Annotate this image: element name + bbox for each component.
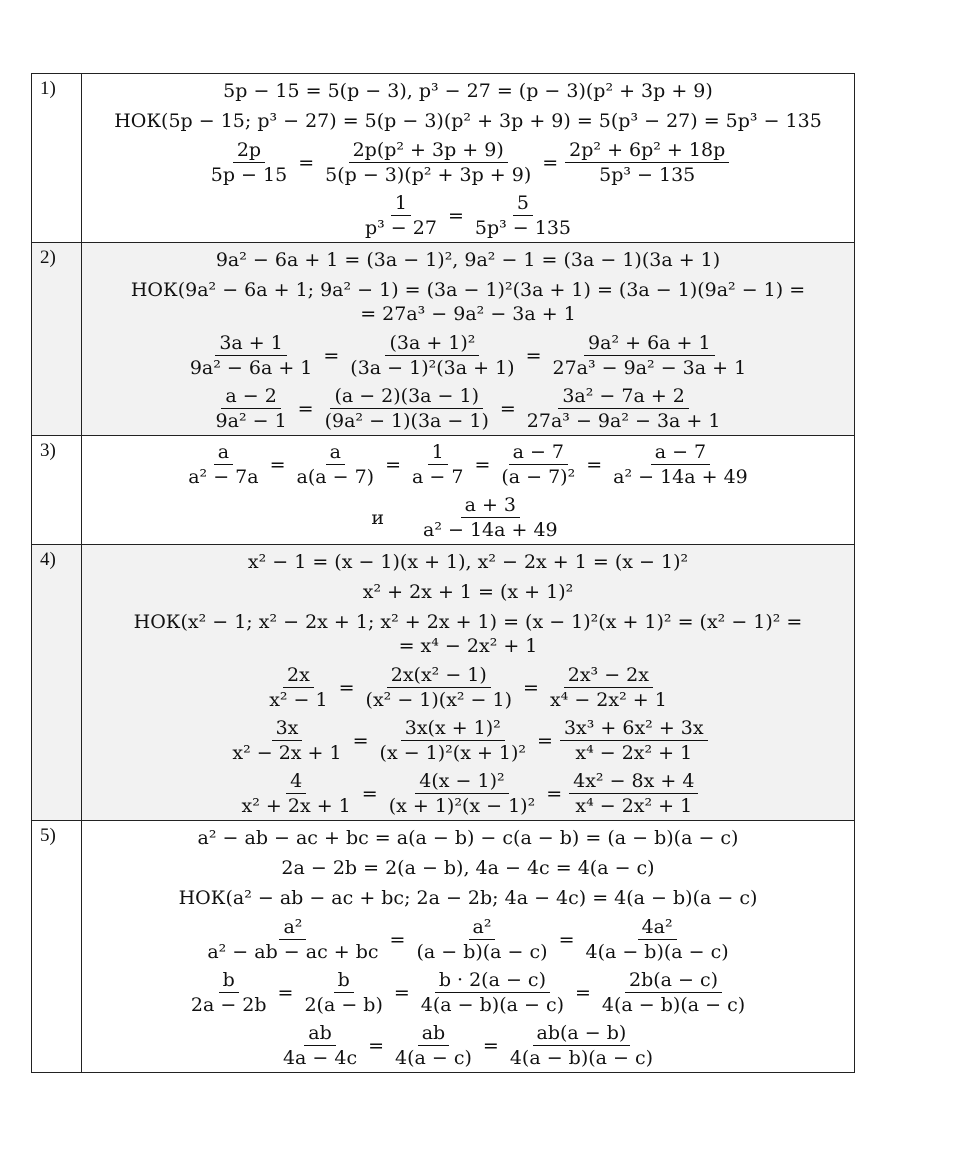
formula-line: 2a − 2b = 2(a − b), 4a − 4c = 4(a − c) <box>281 857 655 879</box>
numerator: a <box>326 440 345 465</box>
numerator: 3x³ + 6x² + 3x <box>560 716 708 741</box>
denominator: 9a² − 1 <box>215 410 287 432</box>
denominator: (a − b)(a − c) <box>416 941 548 963</box>
equals-sign: = <box>537 729 553 752</box>
equals-sign: = <box>277 981 294 1004</box>
fraction <box>417 968 568 1017</box>
fraction <box>300 968 386 1017</box>
solution-lines <box>82 821 854 1072</box>
solution-lines <box>82 243 854 435</box>
numerator: ab <box>304 1021 336 1046</box>
solutions-table <box>31 73 855 1073</box>
numerator: 4 <box>286 769 306 794</box>
fraction <box>565 138 729 187</box>
denominator: a² − 7a <box>188 466 259 488</box>
fraction <box>569 769 698 818</box>
denominator: 5(p − 3)(p² + 3p + 9) <box>325 164 532 186</box>
denominator: x⁴ − 2x² + 1 <box>549 689 667 711</box>
fraction <box>238 769 355 818</box>
fraction <box>523 384 725 433</box>
formula-line: НОК(9a² − 6a + 1; 9a² − 1) = (3a − 1)²(3a + 1) = (3a − 1)(9a² − 1) = <box>130 279 806 301</box>
fraction <box>203 915 382 964</box>
denominator: a² − ab − ac + bc <box>207 941 379 963</box>
fraction-equation <box>262 663 674 712</box>
fraction-equation <box>276 1021 660 1070</box>
fraction <box>376 716 531 765</box>
numerator: 2p² + 6p² + 18p <box>565 138 729 163</box>
numerator: b <box>219 968 239 993</box>
equals-sign: = <box>575 981 591 1004</box>
fraction <box>546 663 671 712</box>
fraction <box>207 138 291 187</box>
fraction <box>362 663 517 712</box>
equals-sign: = <box>447 204 464 227</box>
fraction <box>598 968 749 1017</box>
denominator: 9a² − 6a + 1 <box>189 357 313 379</box>
fraction-equation <box>181 440 755 489</box>
fraction <box>186 331 317 380</box>
fraction <box>184 440 262 489</box>
denominator: 5p³ − 135 <box>474 217 572 239</box>
fraction <box>346 331 518 380</box>
solution-lines <box>82 545 854 820</box>
fraction <box>609 440 752 489</box>
numerator: 2p(p² + 3p + 9) <box>349 138 508 163</box>
numerator: a² <box>279 915 306 940</box>
denominator: (3a − 1)²(3a + 1) <box>350 357 515 379</box>
fraction <box>560 716 708 765</box>
formula-line: x² − 1 = (x − 1)(x + 1), x² − 2x + 1 = (x − 1)² <box>247 551 689 573</box>
fraction <box>279 1021 361 1070</box>
fraction-equation <box>184 968 752 1017</box>
numerator: 2x <box>283 663 314 688</box>
fraction <box>412 915 551 964</box>
numerator: a + 3 <box>461 493 520 518</box>
equals-sign: = <box>323 344 340 367</box>
numerator: 4(x − 1)² <box>415 769 508 794</box>
row-number: 3) <box>32 436 82 545</box>
equals-sign: = <box>546 782 563 805</box>
equals-sign: = <box>558 928 575 951</box>
numerator: 3a² − 7a + 2 <box>558 384 689 409</box>
denominator: x² − 2x + 1 <box>232 742 342 764</box>
formula-line: x² + 2x + 1 = (x + 1)² <box>362 581 574 603</box>
denominator: 5p³ − 135 <box>599 164 696 186</box>
fraction <box>581 915 732 964</box>
fraction <box>419 493 562 542</box>
numerator: 5 <box>513 191 533 216</box>
equals-sign: = <box>499 397 516 420</box>
numerator: (3a + 1)² <box>385 331 479 356</box>
numerator: 4a² <box>638 915 677 940</box>
equals-sign: = <box>269 453 286 476</box>
denominator: x² + 2x + 1 <box>241 795 351 817</box>
fraction-equation <box>235 769 702 818</box>
formula-line: a² − ab − ac + bc = a(a − b) − c(a − b) = (a − b)(a − c) <box>197 827 739 849</box>
fraction-equation <box>358 191 578 240</box>
fraction <box>265 663 331 712</box>
denominator: 4(a − b)(a − c) <box>509 1047 654 1069</box>
conjunction-label: и <box>371 506 385 529</box>
equals-sign: = <box>297 397 314 420</box>
denominator: a² − 14a + 49 <box>613 466 748 488</box>
formula-line: = x⁴ − 2x² + 1 <box>398 635 538 657</box>
denominator: x⁴ − 2x² + 1 <box>575 795 693 817</box>
denominator: 27a³ − 9a² − 3a + 1 <box>552 357 747 379</box>
equals-sign: = <box>586 453 603 476</box>
fraction-equation <box>225 716 710 765</box>
row-number: 4) <box>32 545 82 821</box>
numerator: b <box>334 968 354 993</box>
solutions-table-body <box>32 74 855 1073</box>
fraction <box>293 440 379 489</box>
equals-sign: = <box>352 729 369 752</box>
fraction <box>506 1021 657 1070</box>
row-solution <box>82 821 855 1073</box>
fraction <box>321 138 535 187</box>
equals-sign: = <box>525 344 542 367</box>
denominator: (a − 7)² <box>501 466 576 488</box>
equals-sign: = <box>542 151 559 174</box>
denominator: 27a³ − 9a² − 3a + 1 <box>526 410 721 432</box>
equals-sign: = <box>474 453 491 476</box>
denominator: 4(a − b)(a − c) <box>585 941 729 963</box>
row-number: 1) <box>32 74 82 243</box>
equals-sign: = <box>393 981 410 1004</box>
solution-lines <box>82 74 854 242</box>
row-solution <box>82 74 855 243</box>
denominator: a² − 14a + 49 <box>423 519 558 541</box>
equals-sign: = <box>523 676 539 699</box>
numerator: 2p <box>233 138 265 163</box>
numerator: ab(a − b) <box>533 1021 631 1046</box>
numerator: 2b(a − c) <box>625 968 722 993</box>
equals-sign: = <box>338 676 355 699</box>
fraction <box>408 440 467 489</box>
numerator: a − 2 <box>221 384 280 409</box>
equals-sign: = <box>368 1034 385 1057</box>
fraction <box>385 769 540 818</box>
fraction-equation <box>371 493 564 542</box>
denominator: 4(a − c) <box>395 1047 472 1069</box>
fraction <box>321 384 493 433</box>
equals-sign: = <box>298 151 315 174</box>
fraction <box>471 191 575 240</box>
fraction <box>391 1021 476 1070</box>
equals-sign: = <box>385 453 402 476</box>
equals-sign: = <box>482 1034 499 1057</box>
formula-line: НОК(5p − 15; p³ − 27) = 5(p − 3)(p² + 3p + 9) = 5(p³ − 27) = 5p³ − 135 <box>114 110 822 132</box>
formula-line: 5p − 15 = 5(p − 3), p³ − 27 = (p − 3)(p² + 3p + 9) <box>223 80 713 102</box>
denominator: 5p − 15 <box>210 164 288 186</box>
denominator: (x² − 1)(x² − 1) <box>365 689 513 711</box>
denominator: p³ − 27 <box>364 217 437 239</box>
fraction <box>361 191 441 240</box>
numerator: 4x² − 8x + 4 <box>569 769 698 794</box>
numerator: ab <box>418 1021 450 1046</box>
denominator: 4(a − b)(a − c) <box>601 994 746 1016</box>
fraction-equation <box>204 138 732 187</box>
row-solution <box>82 436 855 545</box>
table-row <box>32 545 855 821</box>
numerator: 3a + 1 <box>215 331 287 356</box>
numerator: 1 <box>428 440 448 465</box>
numerator: 3x(x + 1)² <box>401 716 505 741</box>
formula-line: = 27a³ − 9a² − 3a + 1 <box>360 303 576 325</box>
numerator: 1 <box>391 191 411 216</box>
fraction <box>187 968 271 1017</box>
denominator: x⁴ − 2x² + 1 <box>575 742 693 764</box>
fraction-equation <box>209 384 728 433</box>
denominator: 4a − 4c <box>282 1047 358 1069</box>
numerator: a <box>214 440 233 465</box>
denominator: x² − 1 <box>269 689 328 711</box>
numerator: 2x³ − 2x <box>564 663 653 688</box>
row-number: 5) <box>32 821 82 1073</box>
formula-line: 9a² − 6a + 1 = (3a − 1)², 9a² − 1 = (3a − 1)(3a + 1) <box>215 249 721 271</box>
numerator: (a − 2)(3a − 1) <box>330 384 483 409</box>
denominator: (x + 1)²(x − 1)² <box>388 795 536 817</box>
numerator: a − 7 <box>509 440 568 465</box>
solution-lines <box>82 436 854 544</box>
formula-line: НОК(x² − 1; x² − 2x + 1; x² + 2x + 1) = (x − 1)²(x + 1)² = (x² − 1)² = <box>133 611 803 633</box>
denominator: a − 7 <box>412 466 464 488</box>
fraction-equation <box>200 915 735 964</box>
numerator: a − 7 <box>651 440 710 465</box>
numerator: a² <box>469 915 496 940</box>
row-solution <box>82 545 855 821</box>
row-solution <box>82 243 855 436</box>
fraction <box>497 440 579 489</box>
formula-line: НОК(a² − ab − ac + bc; 2a − 2b; 4a − 4c) = 4(a − b)(a − c) <box>178 887 758 909</box>
fraction <box>228 716 345 765</box>
row-number: 2) <box>32 243 82 436</box>
equals-sign: = <box>389 928 406 951</box>
equals-sign: = <box>361 782 378 805</box>
numerator: 2x(x² − 1) <box>387 663 491 688</box>
numerator: 3x <box>272 716 303 741</box>
fraction-equation <box>183 331 753 380</box>
table-row <box>32 821 855 1073</box>
denominator: (x − 1)²(x + 1)² <box>379 742 527 764</box>
fraction <box>549 331 751 380</box>
denominator: 2a − 2b <box>190 994 267 1016</box>
denominator: a(a − 7) <box>296 466 375 488</box>
table-row <box>32 436 855 545</box>
table-row <box>32 243 855 436</box>
denominator: 4(a − b)(a − c) <box>420 994 564 1016</box>
denominator: (9a² − 1)(3a − 1) <box>324 410 489 432</box>
fraction <box>212 384 291 433</box>
numerator: 9a² + 6a + 1 <box>584 331 715 356</box>
denominator: 2(a − b) <box>304 994 383 1016</box>
numerator: b · 2(a − c) <box>435 968 550 993</box>
table-row <box>32 74 855 243</box>
